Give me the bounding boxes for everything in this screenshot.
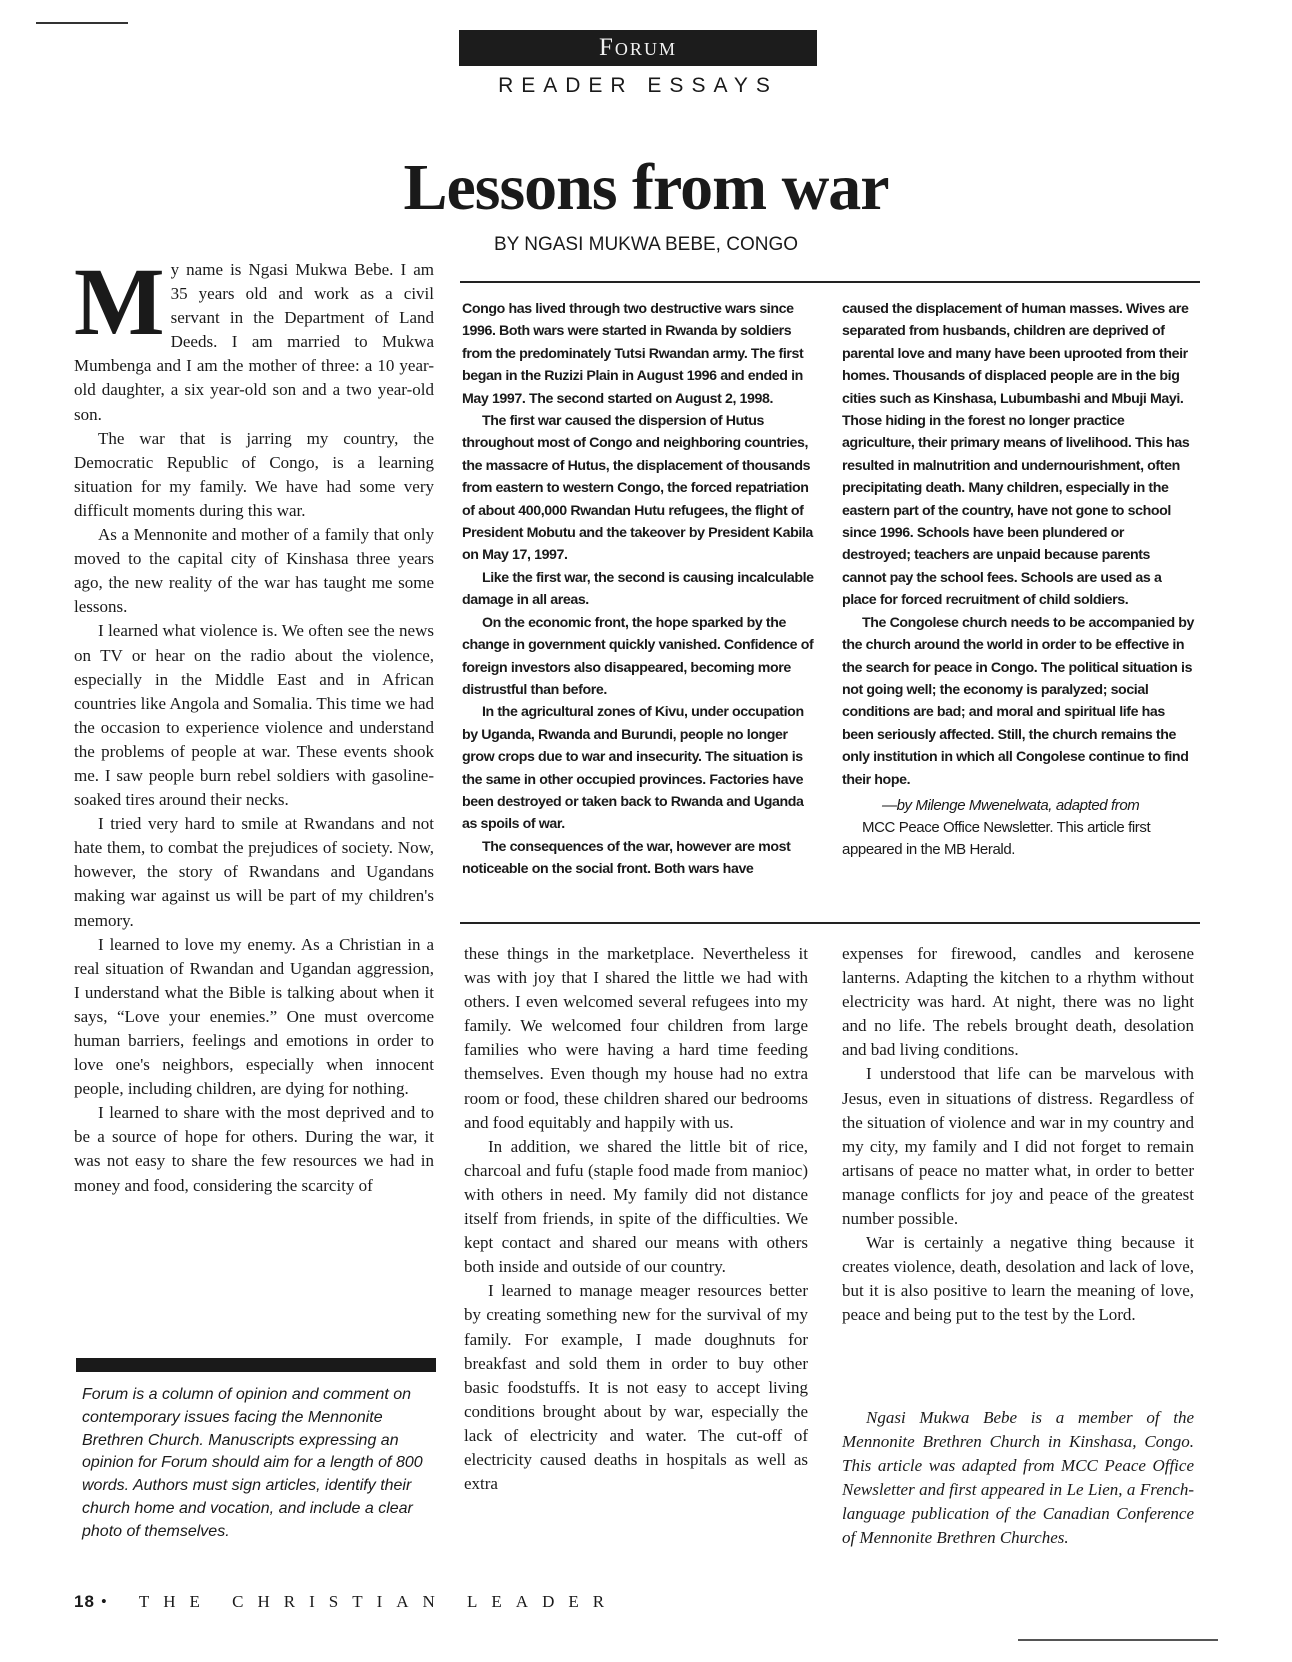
sidebar-paragraph: Congo has lived through two destructive wars since 1996. Both wars were started in Rwanda by soldiers from the predominately Tutsi Rwandan army. The first began in the Ruzizi Plain in August 1996 and ended in May 1997. The second started on August 2, 1998. <box>462 301 804 407</box>
forum-note-bar <box>76 1358 436 1372</box>
forum-note: Forum is a column of opinion and comment on contemporary issues facing the Mennonite Brethren Church. Manuscripts expressing an opinion for Forum should aim for a length of 800 words. Authors must sign articles, identify their church home and vocation, and include a clear photo of themselves. <box>82 1386 423 1540</box>
credit-line: —by Milenge Mwenelwata, adapted from <box>882 796 1140 814</box>
article-byline: BY NGASI MUKWA BEBE, CONGO <box>493 234 799 255</box>
section-banner: Forum <box>459 30 817 66</box>
sidebar-paragraph: The first war caused the dispersion of Hutus throughout most of Congo and neighboring countries, the massacre of Hutus, the displacement of thousands from eastern to western Congo, the forced repatriation of about 400,000 Rwandan Hutu refugees, the flight of President Mobutu and the takeover by President Kabila on May 17, 1997. <box>462 413 813 564</box>
sidebar-paragraph: The consequences of the war, however are most noticeable on the social front. Both wars have <box>462 838 791 878</box>
paragraph: I learned what violence is. We often see the news on TV or hear on the radio about the violence, especially in the Middle East and in African countries like Angola and Somalia. This time we had the occasion to experience violence and understand the problems of people at war. These events shook me. I saw people burn rebel soldiers with gasoline-soaked tires around their necks. <box>74 621 434 810</box>
sidebar-paragraph: In the agricultural zones of Kivu, under occupation by Uganda, Rwanda and Burundi, people no longer grow crops due to war and insecurity. The situation is the same in other occupied provinces. Factories have been destroyed or taken back to Rwanda and Uganda as spoils of war. <box>462 704 804 833</box>
scan-mark <box>1018 1639 1218 1641</box>
scan-mark <box>36 22 128 24</box>
paragraph-text: y name is Ngasi Mukwa Bebe. I am 35 years old and work as a civil servant in the Department of Land Deeds. I am married to Mukwa Mumbenga and I am the mother of three: a 10 year-old daughter, a six year-old son and a two year-old son. <box>74 260 434 424</box>
paragraph: I understood that life can be marvelous with Jesus, even in situations of distress. Regardless of the situation of violence and war in my country and my city, my family and I did not forget to remain artisans of peace no matter what, in order to better manage conflicts for joy and peace of the greatest number possible. <box>842 1064 1194 1229</box>
page-footer <box>74 1592 619 1612</box>
sidebar-column-b <box>842 298 1196 861</box>
paragraph: As a Mennonite and mother of a family that only moved to the capital city of Kinshasa three years ago, the new reality of the war has taught me some lessons. <box>74 525 434 617</box>
sidebar-bottom-rule <box>460 922 1200 924</box>
publication-name: THE CHRISTIAN LEADER <box>138 1592 619 1611</box>
page-number: 18 <box>74 1592 95 1611</box>
paragraph: I learned to manage meager resources better by creating something new for the survival of my family. For example, I made doughnuts for breakfast and sold them in order to buy other basic foodstuffs. It is not easy to accept living conditions brought about by war, especially the lack of electricity and water. The cut-off of electricity caused deaths in hospitals as well as extra <box>464 1281 808 1494</box>
article-column-2 <box>464 942 808 1496</box>
author-bio <box>842 1406 1194 1550</box>
author-bio-text: Ngasi Mukwa Bebe is a member of the Mennonite Brethren Church in Kinshasa, Congo. This article was adapted from MCC Peace Office Newsletter and first appeared in Le Lien, a French-language publication of the Canadian Conference of Mennonite Brethren Churches. <box>842 1408 1194 1547</box>
paragraph: I learned to love my enemy. As a Christian in a real situation of Rwandan and Ugandan aggression, I understand what the Bible is talking about when it says, “Love your enemies.” One must overcome human barriers, feelings and emotions in order to love one's neighbors, especially when innocent people, including children, are dying for nothing. <box>74 934 434 1099</box>
article-title: Lessons from war <box>403 151 889 224</box>
drop-cap: M <box>74 248 165 355</box>
section-kicker: READER ESSAYS <box>498 74 778 97</box>
paragraph: expenses for firewood, candles and kerosene lanterns. Adapting the kitchen to a rhythm without electricity was hard. At night, there was no light and no life. The rebels brought death, desolation and bad living conditions. <box>842 944 1194 1060</box>
sidebar-credit <box>842 795 1196 861</box>
article-column-1 <box>74 248 434 1198</box>
paragraph <box>74 248 434 427</box>
sidebar-top-rule <box>460 281 1200 283</box>
sidebar-paragraph: caused the displacement of human masses. Wives are separated from husbands, children are deprived of parental love and many have been uprooted from their homes. Thousands of displaced people are in the big cities such as Kinshasa, Lubumbashi and Mbuji Mayi. Those hiding in the forest no longer practice agriculture, their primary means of livelihood. This has resulted in malnutrition and undernourishment, often precipitating death. Many children, especially in the eastern part of the country, have not gone to school since 1996. Schools have been plundered or destroyed; teachers are unpaid because parents cannot pay the school fees. Schools are used as a place for forced recruitment of child soldiers. <box>842 301 1190 609</box>
sidebar-column-a <box>462 298 818 881</box>
paragraph: I learned to share with the most deprived and to be a source of hope for others. During the war, it was not easy to share the few resources we had in money and food, considering the scarcity of <box>74 1103 434 1195</box>
sidebar-paragraph: On the economic front, the hope sparked by the change in government quickly vanished. Confidence of foreign investors also disappeared, becoming more distrustful than before. <box>462 614 814 698</box>
paragraph: I tried very hard to smile at Rwandans and not hate them, to combat the prejudices of society. Now, however, the story of Rwandans and Ugandans making war against us will be part of my children's memory. <box>74 814 434 930</box>
footer-separator: • <box>100 1592 121 1611</box>
article-column-3 <box>842 942 1194 1328</box>
credit-line: MCC Peace Office Newsletter. This article first appeared in the MB Herald. <box>842 818 1151 858</box>
sidebar-paragraph: Like the first war, the second is causing incalculable damage in all areas. <box>462 569 814 609</box>
paragraph: The war that is jarring my country, the Democratic Republic of Congo, is a learning situation for my family. We have had some very difficult moments during this war. <box>74 428 434 520</box>
paragraph: these things in the marketplace. Nevertheless it was with joy that I shared the little we had with others. I even welcomed several refugees into my family. We welcomed four children from large families who were having a hard time feeding themselves. Even though my house had no extra room or food, these children shared our bedrooms and food equitably and happily with us. <box>464 944 808 1132</box>
paragraph: War is certainly a negative thing because it creates violence, death, desolation and lack of love, but it is also positive to learn the meaning of love, peace and being put to the test by the Lord. <box>842 1233 1194 1325</box>
paragraph: In addition, we shared the little bit of rice, charcoal and fufu (staple food made from manioc) with others in need. My family did not distance itself from friends, in spite of the difficulties. We kept contact and shared our means with others both inside and outside of our country. <box>464 1136 808 1277</box>
sidebar-paragraph: The Congolese church needs to be accompanied by the church around the world in order to be effective in the search for peace in Congo. The political situation is not going well; the economy is paralyzed; social conditions are bad; and moral and spiritual life has been seriously affected. Still, the church remains the only institution in which all Congolese continue to find their hope. <box>842 614 1195 788</box>
